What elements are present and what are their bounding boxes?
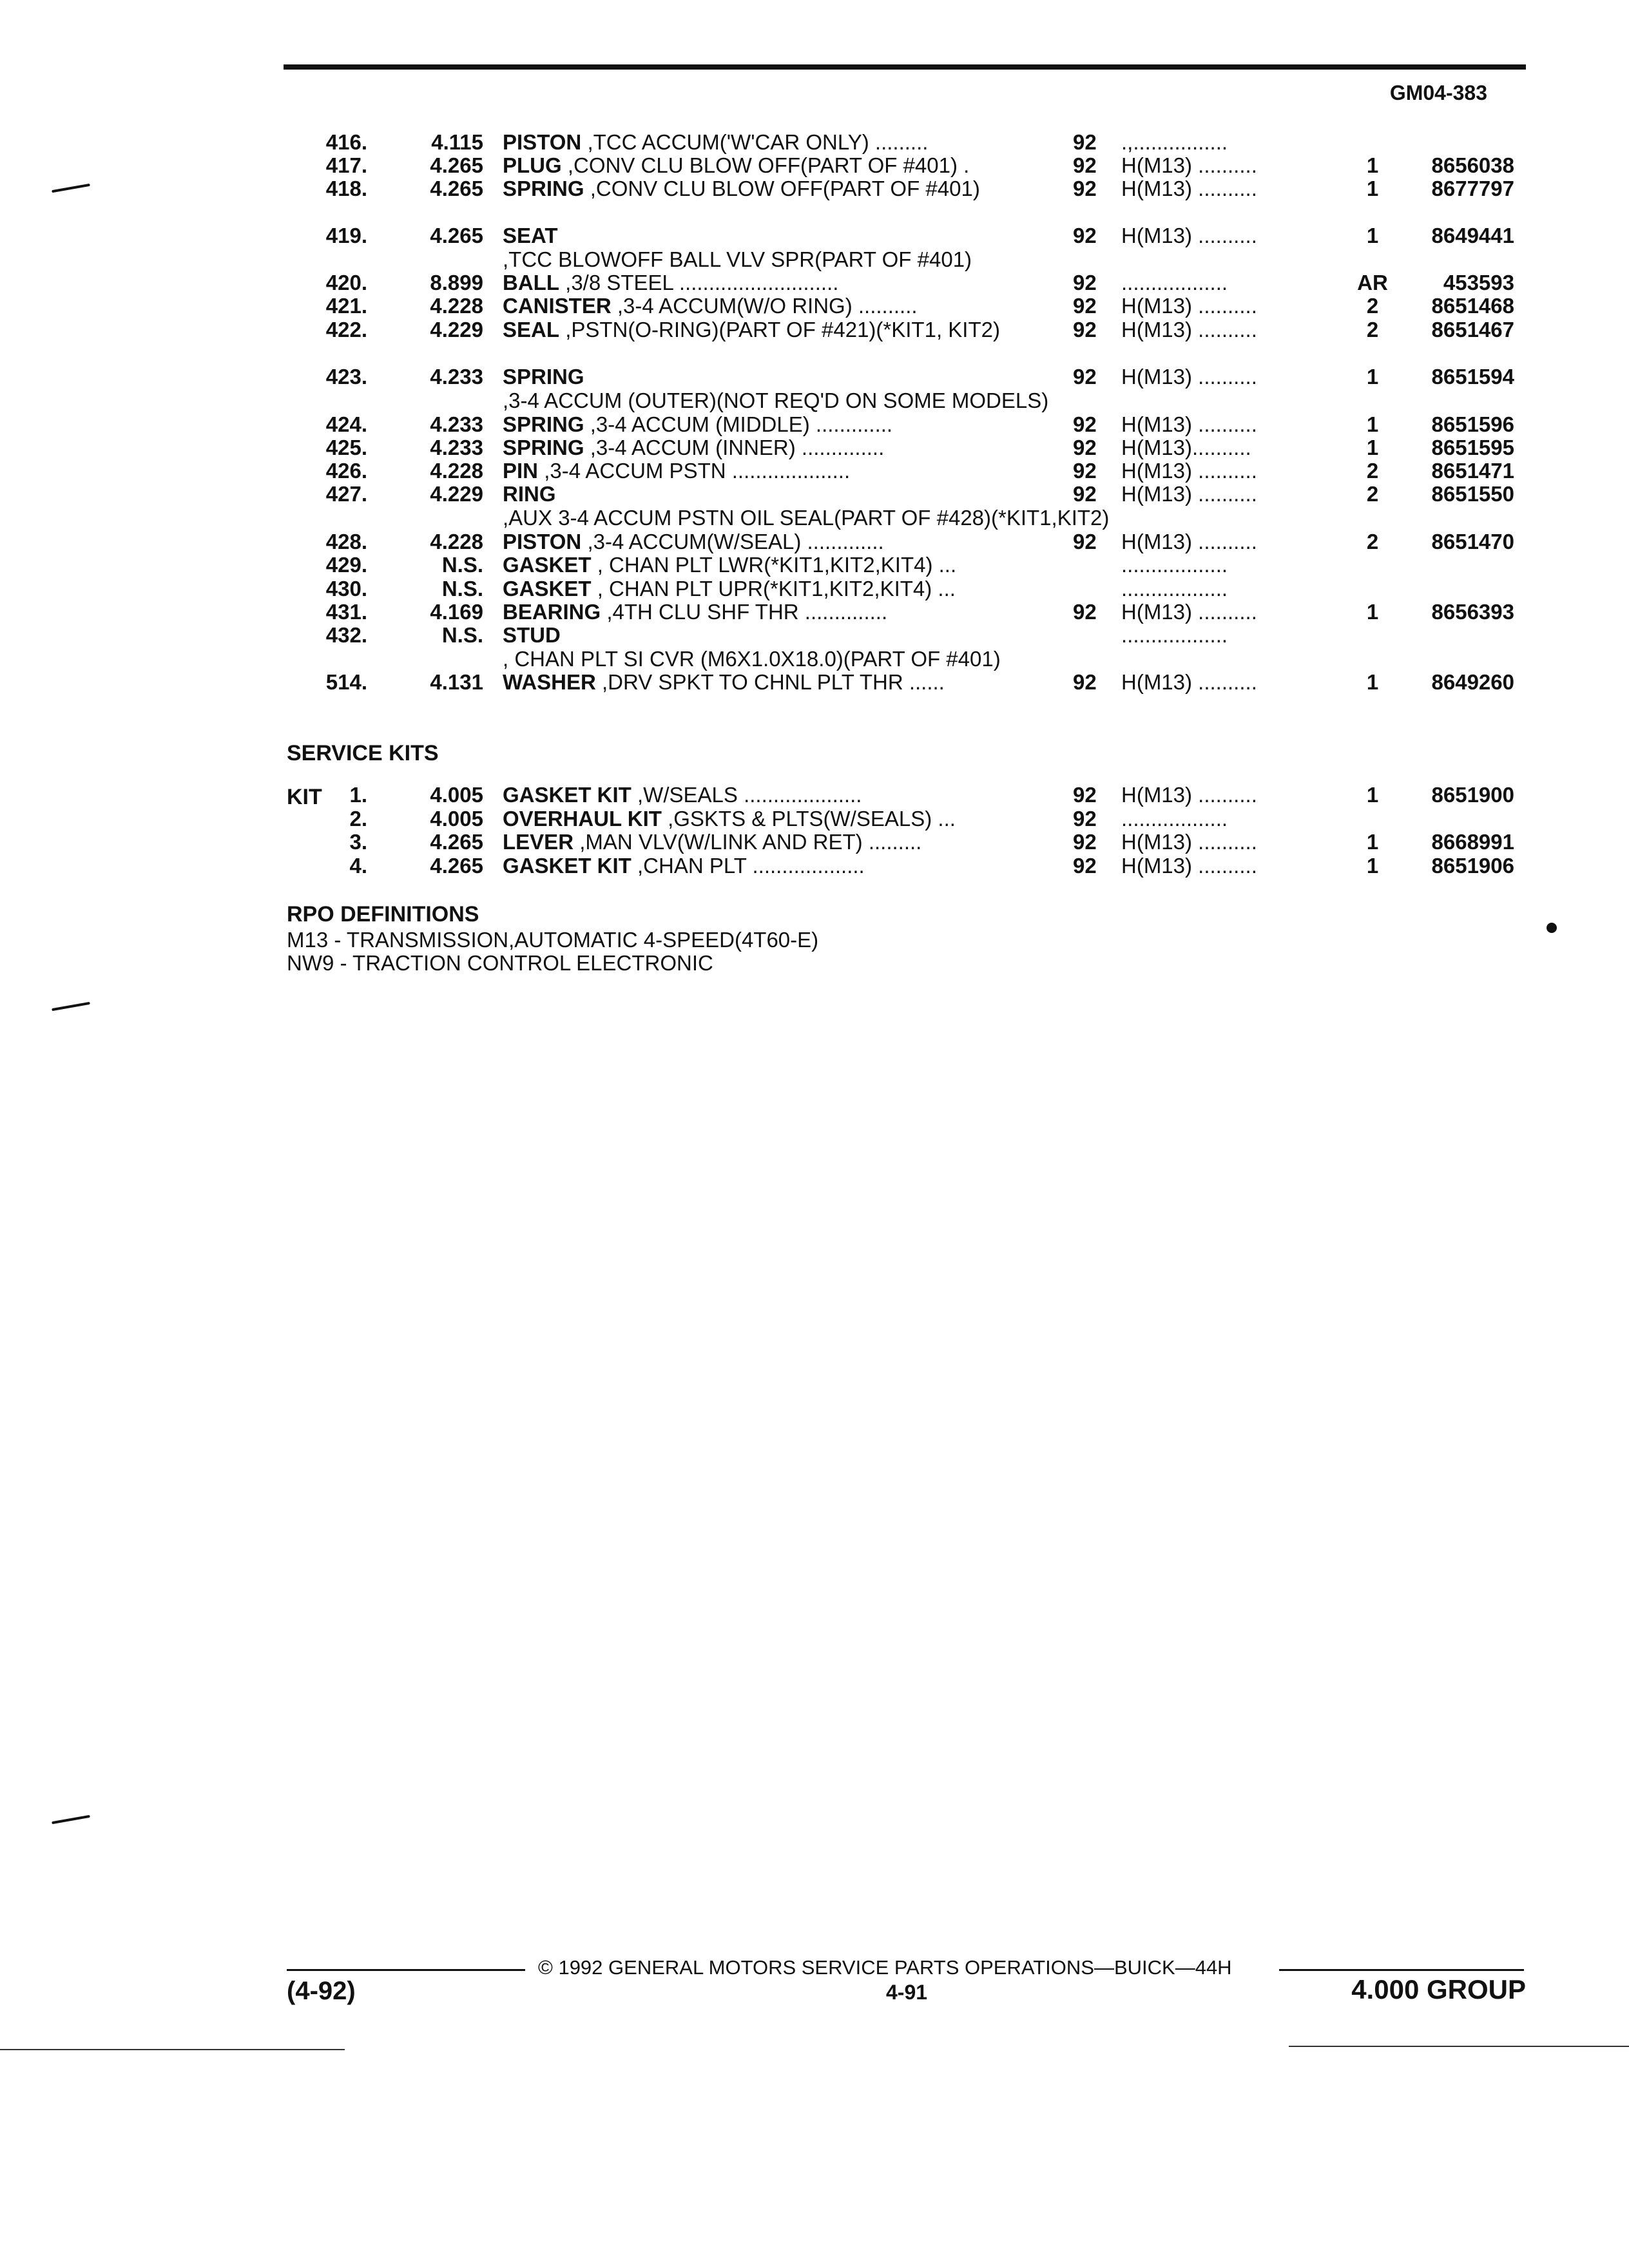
part-description xyxy=(503,412,1025,436)
quantity: 1 xyxy=(1366,365,1379,389)
part-number: 8649260 xyxy=(1431,670,1514,694)
part-description xyxy=(503,436,1025,459)
option-code: H(M13) .......... xyxy=(1121,153,1257,177)
part-name: WASHER xyxy=(503,670,596,694)
part-detail: , CHAN PLT LWR(*KIT1,KIT2,KIT4) ... xyxy=(597,553,957,577)
ref-number: 417. xyxy=(325,153,367,177)
option-code: H(M13) .......... xyxy=(1121,482,1257,506)
group-number: 4.233 xyxy=(430,412,483,436)
model-year: 92 xyxy=(1073,271,1097,294)
option-code: H(M13) .......... xyxy=(1121,294,1257,318)
part-detail: , CHAN PLT SI CVR (M6X1.0X18.0)(PART OF #401) xyxy=(503,647,1001,671)
model-year: 92 xyxy=(1073,459,1097,483)
model-year: 92 xyxy=(1073,600,1097,624)
part-detail: ,3-4 ACCUM (OUTER)(NOT REQ'D ON SOME MODELS) xyxy=(503,389,1049,412)
part-description xyxy=(503,294,1025,318)
part-detail: ,PSTN(O-RING)(PART OF #421)(*KIT1, KIT2) xyxy=(565,318,1000,341)
footer-date: (4-92) xyxy=(287,1977,356,2005)
ref-number: 428. xyxy=(325,530,367,553)
part-description xyxy=(503,600,1025,624)
part-description xyxy=(503,553,1025,577)
header-rule xyxy=(284,64,1526,70)
model-year: 92 xyxy=(1073,318,1097,341)
quantity: 1 xyxy=(1366,670,1379,694)
quantity: 2 xyxy=(1366,294,1379,318)
part-detail: ,3-4 ACCUM (INNER) .............. xyxy=(590,436,885,459)
ref-number: 2. xyxy=(349,807,367,831)
group-number: 4.265 xyxy=(430,830,483,854)
quantity: 1 xyxy=(1366,830,1379,854)
part-number: 8651550 xyxy=(1431,482,1514,506)
part-description xyxy=(503,854,1025,878)
footer-group: 4.000 GROUP xyxy=(1351,1974,1526,2004)
group-number: 4.265 xyxy=(430,177,483,200)
option-code: H(M13) .......... xyxy=(1121,365,1257,389)
footer-rule-right xyxy=(1279,1969,1524,1971)
model-year: 92 xyxy=(1073,130,1097,154)
ref-number: 418. xyxy=(325,177,367,200)
group-number: 4.005 xyxy=(430,807,483,831)
group-number: 4.005 xyxy=(430,783,483,807)
part-detail: ,3-4 ACCUM (MIDDLE) ............. xyxy=(590,412,893,436)
option-code: .................. xyxy=(1121,807,1228,831)
option-code: H(M13) .......... xyxy=(1121,670,1257,694)
ref-number: 1. xyxy=(349,783,367,807)
ref-number: 431. xyxy=(325,600,367,624)
part-detail: , CHAN PLT UPR(*KIT1,KIT2,KIT4) ... xyxy=(597,577,956,601)
option-code: H(M13) .......... xyxy=(1121,318,1257,341)
part-number: 8649441 xyxy=(1431,224,1514,247)
part-description xyxy=(503,670,1025,694)
part-detail: ,W/SEALS .................... xyxy=(637,783,862,807)
rpo-line-nw9: NW9 - TRACTION CONTROL ELECTRONIC xyxy=(287,951,713,975)
part-number: 8656393 xyxy=(1431,600,1514,624)
part-name: SEAT xyxy=(503,224,558,247)
quantity: 1 xyxy=(1366,224,1379,247)
scan-mark xyxy=(52,184,90,193)
ref-number: 432. xyxy=(325,623,367,647)
rpo-line-m13: M13 - TRANSMISSION,AUTOMATIC 4-SPEED(4T60-E) xyxy=(287,928,819,952)
quantity: 2 xyxy=(1366,530,1379,553)
group-number: 4.265 xyxy=(430,224,483,247)
model-year: 92 xyxy=(1073,294,1097,318)
model-year: 92 xyxy=(1073,783,1097,807)
part-description xyxy=(503,530,1025,553)
part-number: 8651471 xyxy=(1431,459,1514,483)
quantity: 1 xyxy=(1366,436,1379,459)
part-number: 8651595 xyxy=(1431,436,1514,459)
part-detail: ,CONV CLU BLOW OFF(PART OF #401) xyxy=(590,177,980,200)
part-number: 8651470 xyxy=(1431,530,1514,553)
ref-number: 425. xyxy=(325,436,367,459)
option-code: H(M13) .......... xyxy=(1121,600,1257,624)
part-name: GASKET xyxy=(503,553,592,577)
ref-number: 420. xyxy=(325,271,367,294)
part-name: SPRING xyxy=(503,177,584,200)
option-code: .................. xyxy=(1121,271,1228,294)
ref-number: 426. xyxy=(325,459,367,483)
part-detail: ,3-4 ACCUM PSTN .................... xyxy=(544,459,851,483)
ref-number: 423. xyxy=(325,365,367,389)
part-detail: ,4TH CLU SHF THR .............. xyxy=(606,600,888,624)
model-year: 92 xyxy=(1073,670,1097,694)
part-number: 8651467 xyxy=(1431,318,1514,341)
part-detail: ,AUX 3-4 ACCUM PSTN OIL SEAL(PART OF #428)(*KIT1,KIT2) xyxy=(503,506,1110,530)
option-code: H(M13) .......... xyxy=(1121,830,1257,854)
option-code: H(M13) .......... xyxy=(1121,412,1257,436)
part-description xyxy=(503,807,1025,831)
part-name: BEARING xyxy=(503,600,601,624)
option-code: H(M13) .......... xyxy=(1121,177,1257,200)
part-number: 8677797 xyxy=(1431,177,1514,200)
part-name: SEAL xyxy=(503,318,560,341)
part-number: 8651900 xyxy=(1431,783,1514,807)
group-number: 4.233 xyxy=(430,365,483,389)
part-description xyxy=(503,318,1025,341)
part-description xyxy=(503,365,1049,412)
group-number: 4.229 xyxy=(430,318,483,341)
model-year: 92 xyxy=(1073,436,1097,459)
ref-number: 4. xyxy=(349,854,367,878)
option-code: .,................ xyxy=(1121,130,1228,154)
option-code: H(M13) .......... xyxy=(1121,459,1257,483)
group-number: 4.265 xyxy=(430,153,483,177)
ref-number: 424. xyxy=(325,412,367,436)
part-name: GASKET KIT xyxy=(503,854,631,878)
group-number: N.S. xyxy=(441,553,483,577)
part-description xyxy=(503,623,1025,671)
rpo-heading: RPO DEFINITIONS xyxy=(287,902,479,927)
group-number: 4.228 xyxy=(430,459,483,483)
part-name: SPRING xyxy=(503,365,584,389)
group-number: 4.115 xyxy=(431,130,483,154)
part-name: PISTON xyxy=(503,530,582,553)
option-code: .................. xyxy=(1121,623,1228,647)
part-name: BALL xyxy=(503,271,559,294)
part-description xyxy=(503,271,1025,294)
quantity: AR xyxy=(1357,271,1388,294)
part-number: 8651468 xyxy=(1431,294,1514,318)
footer-page-number: 4-91 xyxy=(886,1981,928,2004)
part-detail: ,TCC BLOWOFF BALL VLV SPR(PART OF #401) xyxy=(503,247,972,271)
part-name: SPRING xyxy=(503,436,584,459)
group-number: 8.899 xyxy=(430,271,483,294)
model-year: 92 xyxy=(1073,482,1097,506)
quantity: 1 xyxy=(1366,854,1379,878)
part-detail: ,CHAN PLT ................... xyxy=(637,854,865,878)
quantity: 2 xyxy=(1366,459,1379,483)
scan-mark xyxy=(52,1002,90,1011)
part-name: GASKET KIT xyxy=(503,783,631,807)
part-description xyxy=(503,224,1025,271)
model-year: 92 xyxy=(1073,807,1097,831)
part-name: STUD xyxy=(503,623,561,647)
option-code: .................. xyxy=(1121,553,1228,577)
part-description xyxy=(503,177,1025,200)
part-description xyxy=(503,783,1025,807)
scan-mark xyxy=(52,1815,90,1824)
part-name: SPRING xyxy=(503,412,584,436)
model-year: 92 xyxy=(1073,153,1097,177)
group-number: N.S. xyxy=(441,623,483,647)
option-code: H(M13) .......... xyxy=(1121,224,1257,247)
part-number: 8651906 xyxy=(1431,854,1514,878)
quantity: 1 xyxy=(1366,600,1379,624)
model-year: 92 xyxy=(1073,177,1097,200)
footer-rule-left xyxy=(287,1969,525,1971)
part-number: 8651594 xyxy=(1431,365,1514,389)
part-detail: ,3-4 ACCUM(W/O RING) .......... xyxy=(617,294,918,318)
part-detail: ,3-4 ACCUM(W/SEAL) ............. xyxy=(587,530,884,553)
model-year: 92 xyxy=(1073,830,1097,854)
ref-number: 419. xyxy=(325,224,367,247)
kit-label: KIT xyxy=(287,785,322,809)
part-description xyxy=(503,130,1025,154)
service-kits-heading: SERVICE KITS xyxy=(287,741,439,765)
quantity: 1 xyxy=(1366,177,1379,200)
quantity: 1 xyxy=(1366,783,1379,807)
group-number: 4.265 xyxy=(430,854,483,878)
part-number: 8651596 xyxy=(1431,412,1514,436)
group-number: 4.233 xyxy=(430,436,483,459)
part-name: GASKET xyxy=(503,577,592,601)
part-detail: ,DRV SPKT TO CHNL PLT THR ...... xyxy=(602,670,945,694)
option-code: H(M13) .......... xyxy=(1121,854,1257,878)
part-detail: ,TCC ACCUM('W'CAR ONLY) ......... xyxy=(587,130,929,154)
part-detail: ,3/8 STEEL ........................... xyxy=(565,271,839,294)
ref-number: 416. xyxy=(325,130,367,154)
quantity: 1 xyxy=(1366,153,1379,177)
model-year: 92 xyxy=(1073,854,1097,878)
part-detail: ,MAN VLV(W/LINK AND RET) ......... xyxy=(579,830,922,854)
scan-dot xyxy=(1547,923,1557,933)
group-number: 4.228 xyxy=(430,294,483,318)
part-description xyxy=(503,830,1025,854)
ref-number: 427. xyxy=(325,482,367,506)
part-description xyxy=(503,577,1025,601)
ref-number: 514. xyxy=(325,670,367,694)
option-code: H(M13) .......... xyxy=(1121,530,1257,553)
ref-number: 430. xyxy=(325,577,367,601)
ref-number: 422. xyxy=(325,318,367,341)
ref-number: 3. xyxy=(349,830,367,854)
group-number: 4.228 xyxy=(430,530,483,553)
part-detail: ,GSKTS & PLTS(W/SEALS) ... xyxy=(668,807,956,831)
option-code: .................. xyxy=(1121,577,1228,601)
model-year: 92 xyxy=(1073,412,1097,436)
scan-edge-line xyxy=(1289,2046,1629,2047)
quantity: 2 xyxy=(1366,482,1379,506)
footer-copyright: © 1992 GENERAL MOTORS SERVICE PARTS OPERATIONS—BUICK—44H xyxy=(538,1956,1232,1979)
part-name: PISTON xyxy=(503,130,582,154)
model-year: 92 xyxy=(1073,224,1097,247)
part-name: RING xyxy=(503,482,556,506)
part-name: PLUG xyxy=(503,153,562,177)
model-year: 92 xyxy=(1073,365,1097,389)
part-name: CANISTER xyxy=(503,294,612,318)
group-number: 4.131 xyxy=(430,670,483,694)
part-number: 8656038 xyxy=(1431,153,1514,177)
part-description xyxy=(503,153,1025,177)
part-name: PIN xyxy=(503,459,539,483)
document-id: GM04-383 xyxy=(1389,81,1487,104)
group-number: 4.229 xyxy=(430,482,483,506)
group-number: N.S. xyxy=(441,577,483,601)
quantity: 1 xyxy=(1366,412,1379,436)
option-code: H(M13).......... xyxy=(1121,436,1251,459)
part-name: OVERHAUL KIT xyxy=(503,807,662,831)
part-number: 453593 xyxy=(1443,271,1514,294)
ref-number: 429. xyxy=(325,553,367,577)
part-number: 8668991 xyxy=(1431,830,1514,854)
ref-number: 421. xyxy=(325,294,367,318)
group-number: 4.169 xyxy=(430,600,483,624)
part-detail: ,CONV CLU BLOW OFF(PART OF #401) . xyxy=(567,153,970,177)
option-code: H(M13) .......... xyxy=(1121,783,1257,807)
part-name: LEVER xyxy=(503,830,574,854)
scan-edge-line xyxy=(0,2049,345,2050)
model-year: 92 xyxy=(1073,530,1097,553)
quantity: 2 xyxy=(1366,318,1379,341)
part-description xyxy=(503,459,1025,483)
